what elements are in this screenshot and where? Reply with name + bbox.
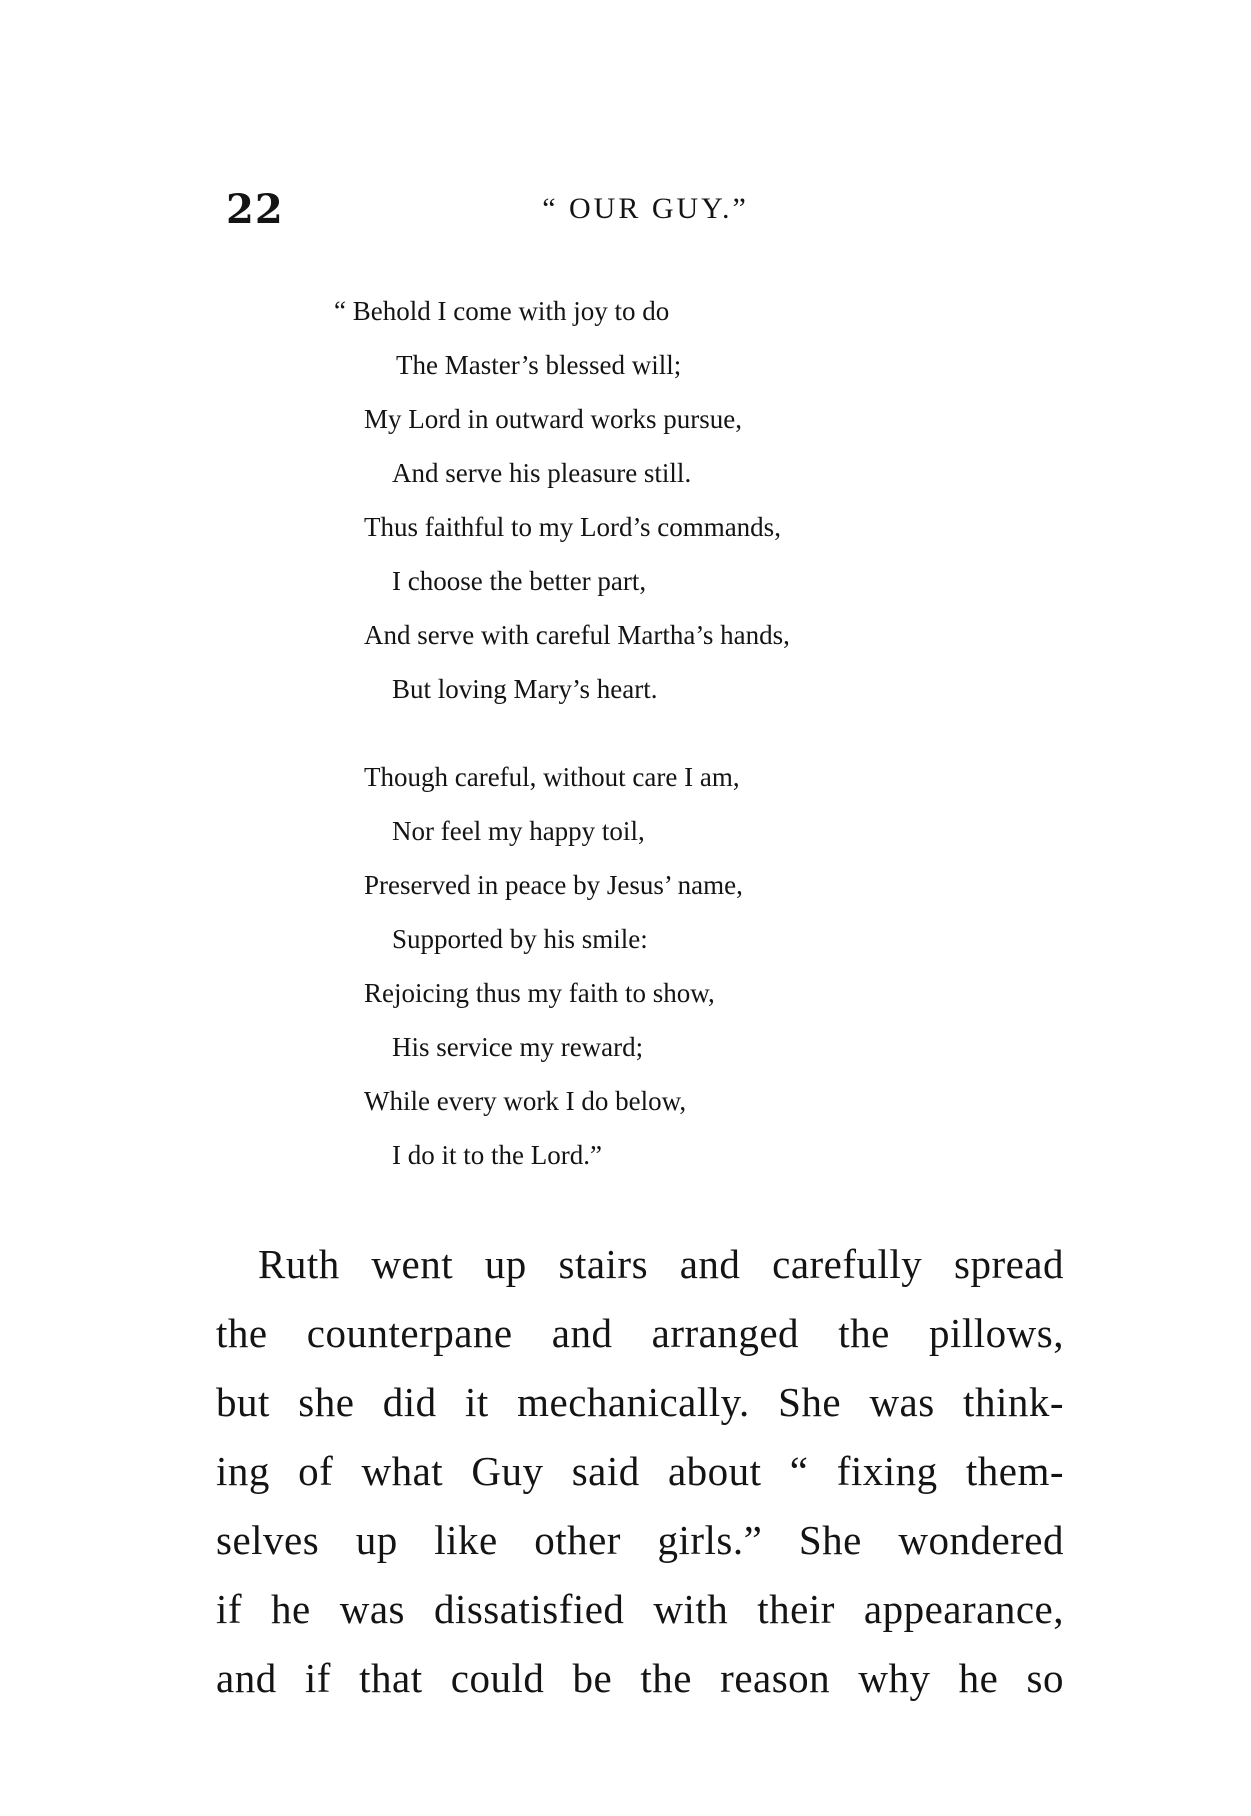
poem-line: Though careful, without care I am,	[364, 762, 740, 792]
poem-line: Nor feel my happy toil,	[392, 816, 645, 846]
poem-line: Preserved in peace by Jesus’ name,	[364, 870, 743, 900]
poem-line: My Lord in outward works pursue,	[364, 404, 742, 434]
poem-line: His service my reward;	[392, 1032, 644, 1062]
poem-line: And serve his pleasure still.	[392, 458, 692, 488]
poem-line: I do it to the Lord.”	[392, 1140, 602, 1170]
paragraph-line: but she did it mechanically. She was think-	[216, 1379, 1064, 1425]
poem-line: Supported by his smile:	[392, 924, 648, 954]
poem-line: And serve with careful Martha’s hands,	[364, 620, 790, 650]
poem-line: “ Behold I come with joy to do	[334, 296, 670, 326]
paragraph-line: ing of what Guy said about “ fixing them-	[216, 1448, 1064, 1494]
poem-line: Rejoicing thus my faith to show,	[364, 978, 715, 1008]
running-title: “ OUR GUY.”	[542, 192, 749, 225]
poem-line: The Master’s blessed will;	[396, 350, 682, 380]
paragraph-line: selves up like other girls.” She wondered	[216, 1517, 1064, 1563]
paragraph-line: Ruth went up stairs and carefully spread	[258, 1241, 1064, 1287]
page-number: 22	[226, 186, 284, 233]
poem-line: While every work I do below,	[364, 1086, 687, 1116]
paragraph-line: and if that could be the reason why he so	[216, 1655, 1064, 1701]
paragraph-line: if he was dissatisfied with their appearance,	[216, 1586, 1064, 1632]
paragraph-line: the counterpane and arranged the pillows,	[216, 1310, 1064, 1356]
poem-line: I choose the better part,	[392, 566, 647, 596]
poem-line: But loving Mary’s heart.	[392, 674, 658, 704]
poem-line: Thus faithful to my Lord’s commands,	[364, 512, 781, 542]
